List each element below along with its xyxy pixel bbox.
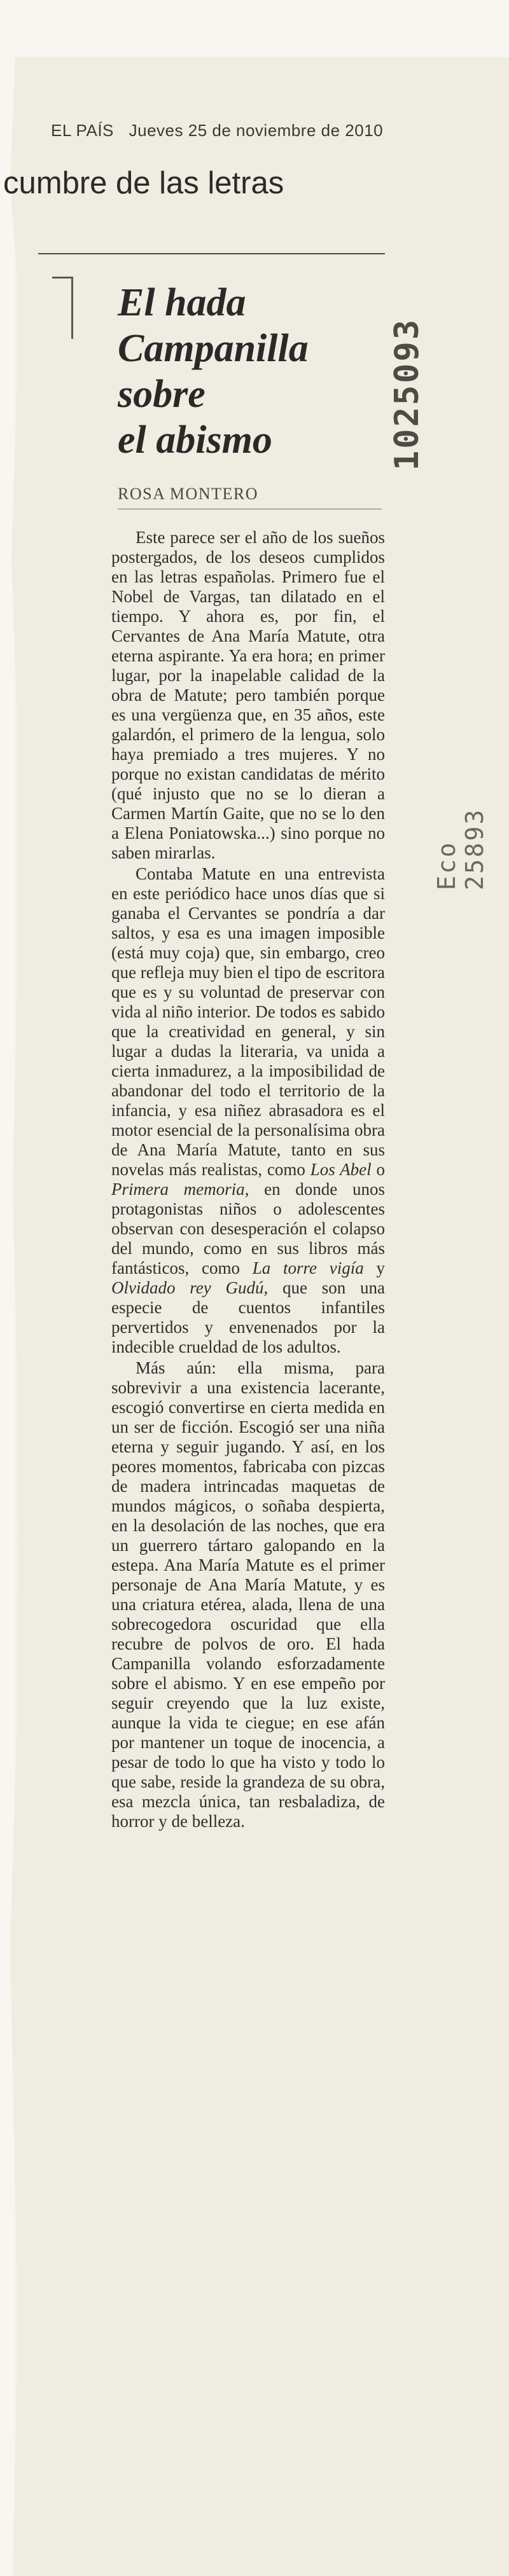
publication-date: Jueves 25 de noviembre de 2010 — [129, 121, 384, 140]
paragraph-2-text-b: o — [371, 1160, 386, 1179]
book-title-los-abel: Los Abel — [310, 1160, 372, 1179]
paragraph-2-text-e: , que son una especie de cuentos infantiles pervertidos y envenenados por la indecible crueldad de los adultos. — [111, 1278, 385, 1356]
section-title: cumbre de las letras — [3, 166, 284, 200]
headline-line-2: Campanilla — [118, 327, 309, 370]
book-title-la-torre-vigia: La torre vigía — [252, 1258, 364, 1278]
headline-line-1: El hada — [118, 281, 246, 324]
book-title-olvidado-rey-gudu: Olvidado rey Gudú — [111, 1278, 264, 1297]
paragraph-2-text-a: Contaba Matute en una entrevista en este periódico hace unos días que si ganaba el Cervantes se pondría a dar saltos, y esa es una imagen imposible (está muy coja) que, sin embargo, creo que refleja muy bien el tipo de escritora que es y su voluntad de preservar con vida al niño interior. De todos es sabido que la creatividad en general, y sin lugar a dudas la literaria, va unida a cierta inmadurez, a la imposibilidad de abandonar del todo el territorio de la infancia, y esa niñez abrasadora es el motor esencial de la personalísima obra de Ana María Matute, tanto en sus novelas más realistas, como — [111, 864, 385, 1179]
paragraph-1: Este parece ser el año de los sueños postergados, de los deseos cumplidos en las letras españolas. Primero fue el Nobel de Vargas, tan dilatado en el tiempo. Y ahora es, por fin, el Cervantes de Ana María Matute, otra eterna aspirante. Ya era hora; en primer lugar, por la inapelable calidad de la obra de Matute; pero también porque es una vergüenza que, en 35 años, este galardón, el primero de la lengua, solo haya premiado a tres mujeres. Y no porque no existan candidatas de mérito (qué injusto que no se lo dieran a Carmen Martín Gaite, que no se lo den a Elena Poniatowska...) sino porque no saben mirarlas. — [111, 528, 385, 862]
paragraph-3: Más aún: ella misma, para sobrevivir a una existencia lacerante, escogió convertirse en cierta medida en un ser de ficción. Escogió ser una niña eterna y seguir jugando. Y así, en los peores momentos, fabricaba con pizcas de madera intrincadas maquetas de mundos mágicos, o soñaba despierta, en la desolación de las noches, que era un guerrero tártaro galopando en la estepa. Ana María Matute es el primer personaje de Ana María Matute, y es una criatura etérea, alada, llena de una sobrecogedora oscuridad que ella recubre de polvos de oro. El hada Campanilla volando esforzadamente sobre el abismo. Y en ese empeño por seguir creyendo que la luz existe, aunque la vida te ciegue; en ese afán por mantener un toque de inocencia, a pesar de todo lo que ha visto y todo lo que sabe, reside la grandeza de su obra, esa mezcla única, tan resbaladiza, de horror y de belleza. — [111, 1358, 385, 1831]
article-body — [111, 528, 385, 1831]
newspaper-name: EL PAÍS — [51, 121, 114, 140]
handwritten-archive-code: Eco 25893 — [433, 808, 489, 890]
corner-bracket-ornament — [52, 277, 73, 339]
headline — [118, 280, 385, 463]
header-rule — [38, 253, 385, 254]
paragraph-2-text-c: , en donde unos protagonistas niños o adolescentes observan con desesperación el colapso del mundo, como en sus libros más fantásticos, como — [111, 1180, 385, 1278]
paragraph-2 — [111, 864, 385, 1357]
masthead — [51, 121, 458, 141]
byline: ROSA MONTERO — [118, 485, 258, 503]
paragraph-2-text-d: y — [363, 1258, 385, 1278]
headline-line-4: el abismo — [118, 418, 272, 462]
headline-line-3: sobre — [118, 373, 206, 416]
handwritten-reference-number: 1025093 — [388, 317, 426, 471]
masthead-separator — [119, 121, 124, 140]
book-title-primera-memoria: Primera memoria — [111, 1180, 245, 1199]
